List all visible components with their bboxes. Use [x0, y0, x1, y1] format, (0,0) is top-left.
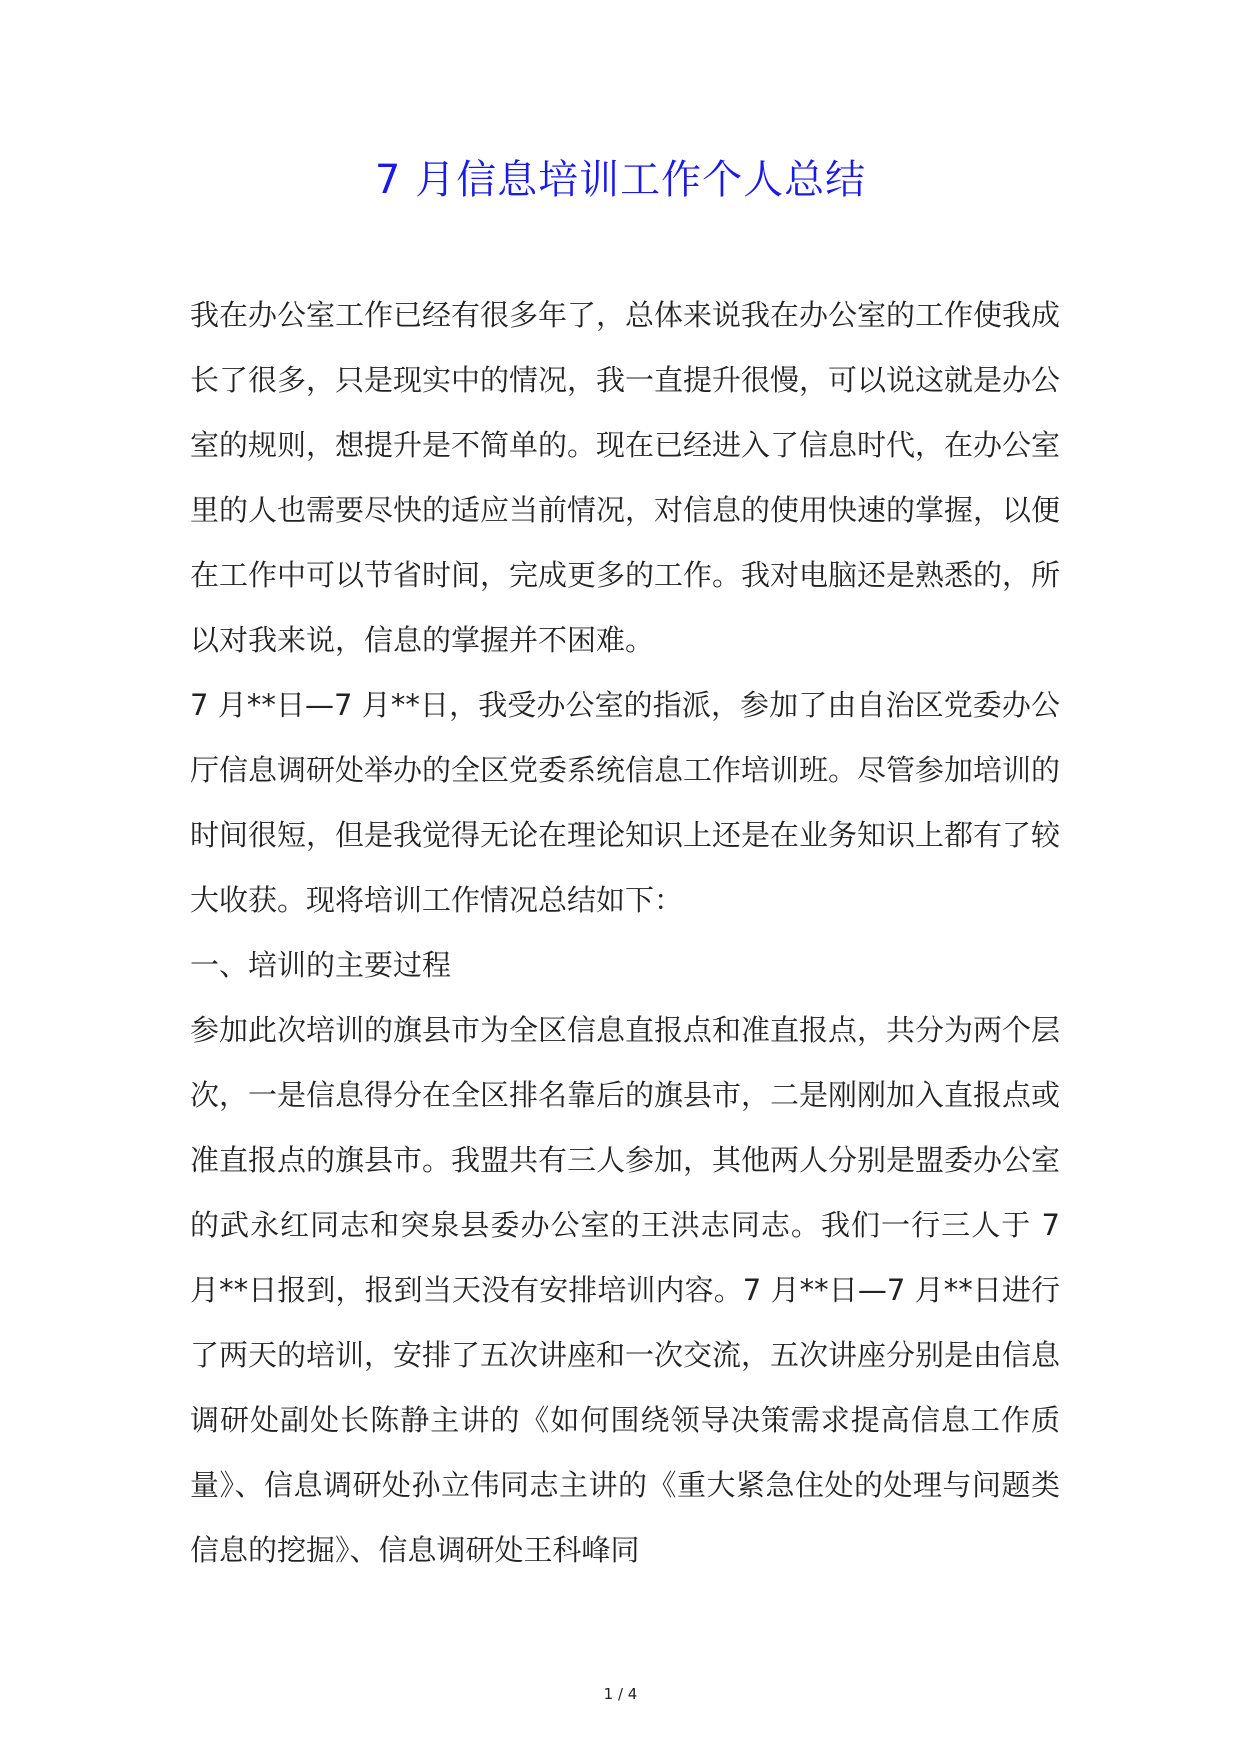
- section-heading-training-process: 一、培训的主要过程: [190, 948, 452, 982]
- paragraph-training-overview: 7 月**日—7 月**日，我受办公室的指派，参加了由自治区党委办公厅信息调研处举办的全区党委系统信息工作培训班。尽管参加培训的时间很短，但是我觉得无论在理论知识上还是在业务知识上都有了较大收获。现将培训工作情况总结如下：: [190, 688, 1061, 917]
- document-title: 7 月信息培训工作个人总结: [374, 157, 867, 203]
- paragraph-training-details: 参加此次培训的旗县市为全区信息直报点和准直报点，共分为两个层次，一是信息得分在全区排名靠后的旗县市，二是刚刚加入直报点或准直报点的旗县市。我盟共有三人参加，其他两人分别是盟委办公室的武永红同志和突泉县委办公室的王洪志同志。我们一行三人于 7 月**日报到，报到当天没有安排培训内容。7 月**日—7 月**日进行了两天的培训，安排了五次讲座和一次交流，五次讲座分别是由信息调研处副处长陈静主讲的《如何围绕领导决策需求提高信息工作质量》、信息调研处孙立伟同志主讲的《重大紧急住处的处理与问题类信息的挖掘》、信息调研处王科峰同: [190, 1013, 1061, 1567]
- page-number: 1 / 4: [603, 1685, 638, 1703]
- paragraph-intro: 我在办公室工作已经有很多年了，总体来说我在办公室的工作使我成长了很多，只是现实中的情况，我一直提升很慢，可以说这就是办公室的规则，想提升是不简单的。现在已经进入了信息时代，在办公室里的人也需要尽快的适应当前情况，对信息的使用快速的掌握，以便在工作中可以节省时间，完成更多的工作。我对电脑还是熟悉的，所以对我来说，信息的掌握并不困难。: [190, 298, 1061, 657]
- document-body: [190, 283, 1060, 1583]
